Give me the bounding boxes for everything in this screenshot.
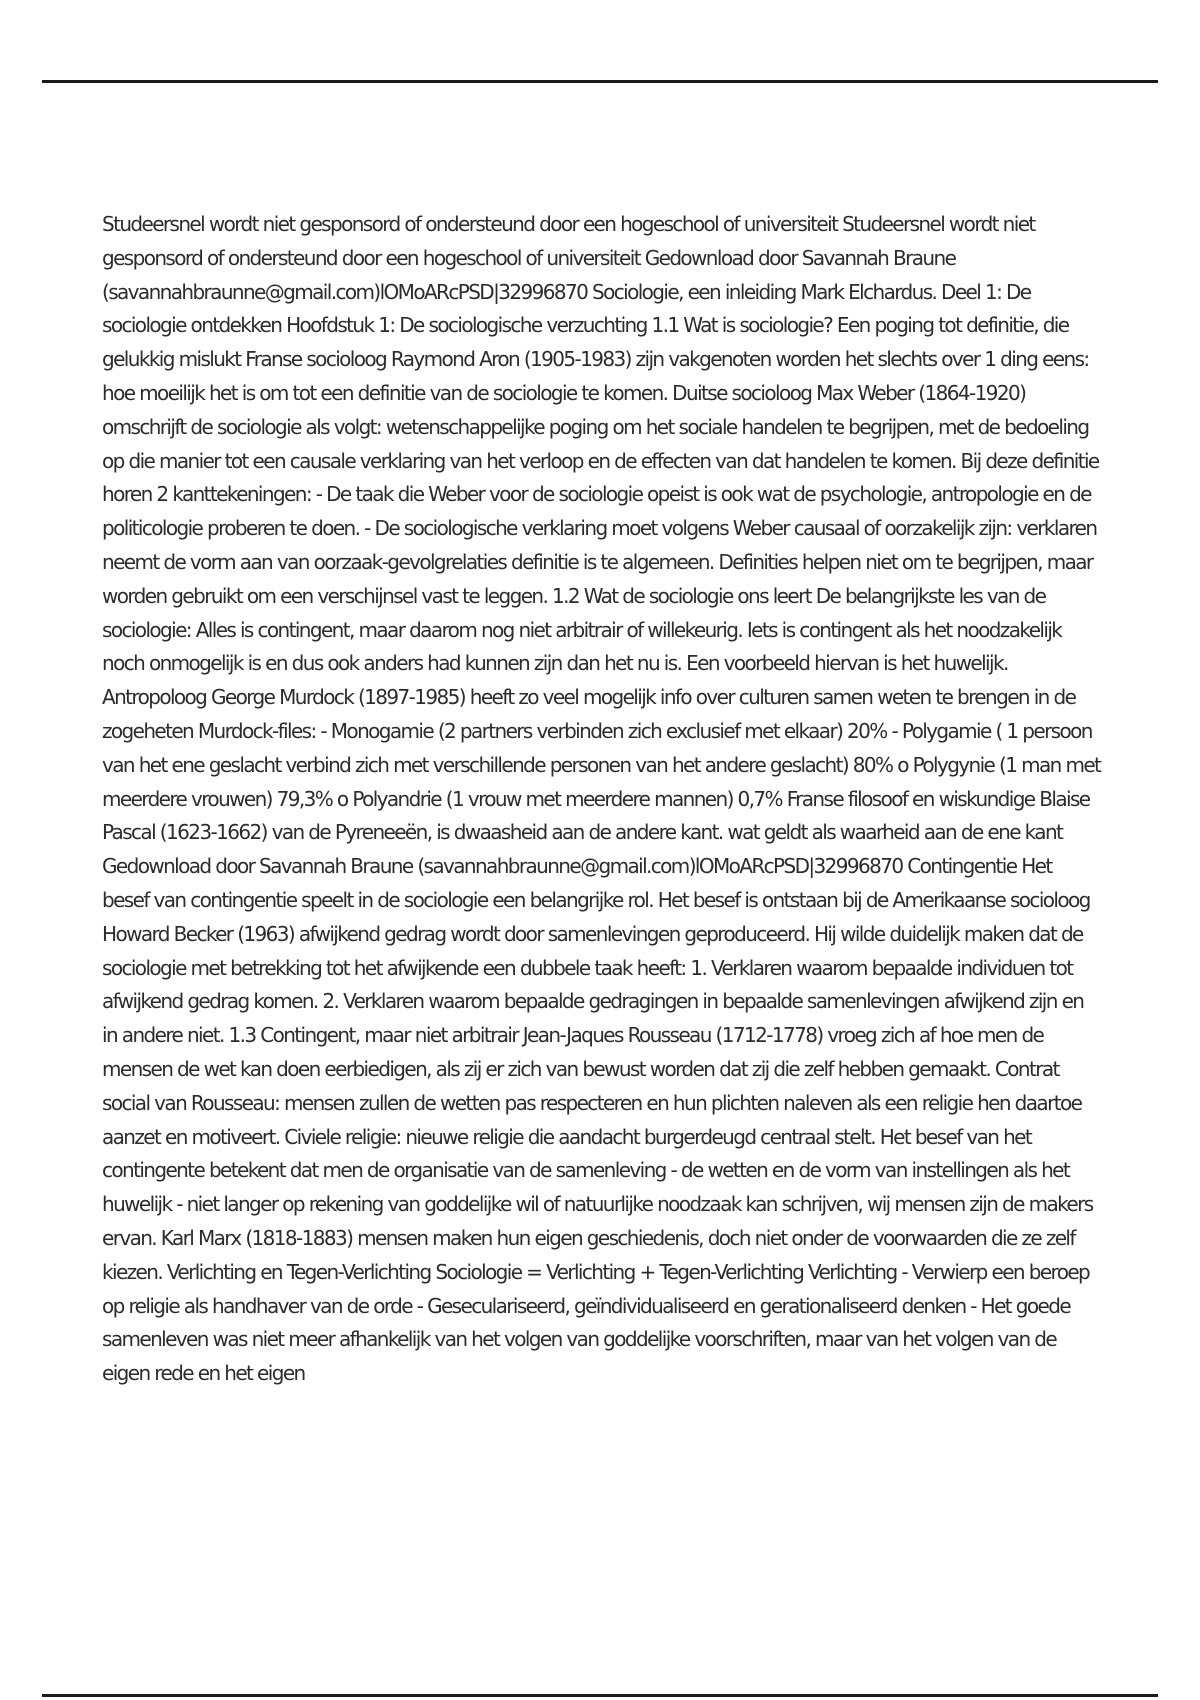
document-body-text: Studeersnel wordt niet gesponsord of ondersteund door een hogeschool of universiteit Studeersnel wordt niet gesponsord of ondersteund door een hogeschool of universiteit Gedownload door Savannah Braune (savannahbraunne@gmail.com)lOMoARcPSD|32996870 Sociologie, een inleiding Mark Elchardus. Deel 1: De sociologie ontdekken Hoofdstuk 1: De sociologische verzuchting 1.1 Wat is sociologie? Een poging tot definitie, die gelukkig mislukt Franse socioloog Raymond Aron (1905-1983) zijn vakgenoten worden het slechts over 1 ding eens: hoe moeilijk het is om tot een definitie van de sociologie te komen. Duitse socioloog Max Weber (1864-1920) omschrijft de sociologie als volgt: wetenschappelijke poging om het sociale handelen te begrijpen, met de bedoeling op die manier tot een causale verklaring van het verloop en de effecten van dat handelen te komen. Bij deze definitie horen 2 kanttekeningen: - De taak die Weber voor de sociologie opeist is ook wat de psychologie, antropologie en de politicologie proberen te doen. - De sociologische verklaring moet volgens Weber causaal of oorzakelijk zijn: verklaren neemt de vorm aan van oorzaak-gevolgrelaties definitie is te algemeen. Definities helpen niet om te begrijpen, maar worden gebruikt om een verschijnsel vast te leggen. 1.2 Wat de sociologie ons leert De belangrijkste les van de sociologie: Alles is contingent, maar daarom nog niet arbitrair of willekeurig. Iets is contingent als het noodzakelijk noch onmogelijk is en dus ook anders had kunnen zijn dan het nu is. Een voorbeeld hiervan is het huwelijk. Antropoloog George Murdock (1897-1985) heeft zo veel mogelijk info over culturen samen weten te brengen in de zogeheten Murdock-files: - Monogamie (2 partners verbinden zich exclusief met elkaar) 20% - Polygamie ( 1 persoon van het ene geslacht verbind zich met verschillende personen van het andere geslacht) 80% o Polygynie (1 man met meerdere vrouwen) 79,3% o Polyandrie (1 vrouw met meerdere mannen) 0,7% Franse filosoof en wiskundige Blaise Pascal (1623-1662) van de Pyreneeën, is dwaasheid aan de andere kant. wat geldt als waarheid aan de ene kant Gedownload door Savannah Braune (savannahbraunne@gmail.com)lOMoARcPSD|32996870 Contingentie Het besef van contingentie speelt in de sociologie een belangrijke rol. Het besef is ontstaan bij de Amerikaanse socioloog Howard Becker (1963) afwijkend gedrag wordt door samenlevingen geproduceerd. Hij wilde duidelijk maken dat de sociologie met betrekking tot het afwijkende een dubbele taak heeft: 1. Verklaren waarom bepaalde individuen tot afwijkend gedrag komen. 2. Verklaren waarom bepaalde gedragingen in bepaalde samenlevingen afwijkend zijn en in andere niet. 1.3 Contingent, maar niet arbitrair Jean-Jaques Rousseau (1712-1778) vroeg zich af hoe men de mensen de wet kan doen eerbiedigen, als zij er zich van bewust worden dat zij die zelf hebben gemaakt. Contrat social van Rousseau: mensen zullen de wetten pas respecteren en hun plichten naleven als een religie hen daartoe aanzet en motiveert. Civiele religie: nieuwe religie die aandacht burgerdeugd centraal stelt. Het besef van het contingente betekent dat men de organisatie van de samenleving - de wetten en de vorm van instellingen als het huwelijk - niet langer op rekening van goddelijke wil of natuurlijke noodzaak kan schrijven, wij mensen zijn de makers ervan. Karl Marx (1818-1883) mensen maken hun eigen geschiedenis, doch niet onder de voorwaarden die ze zelf kiezen. Verlichting en Tegen-Verlichting Sociologie = Verlichting + Tegen-Verlichting Verlichting - Verwierp een beroep op religie als handhaver van de orde - Geseculariseerd, geïndividualiseerd en gerationaliseerd denken - Het goede samenleven was niet meer afhankelijk van het volgen van goddelijke voorschriften, maar van het volgen van de eigen rede en het eigen <box>102 212 1101 1386</box>
top-divider <box>42 80 1158 83</box>
bottom-divider <box>42 1694 1158 1697</box>
